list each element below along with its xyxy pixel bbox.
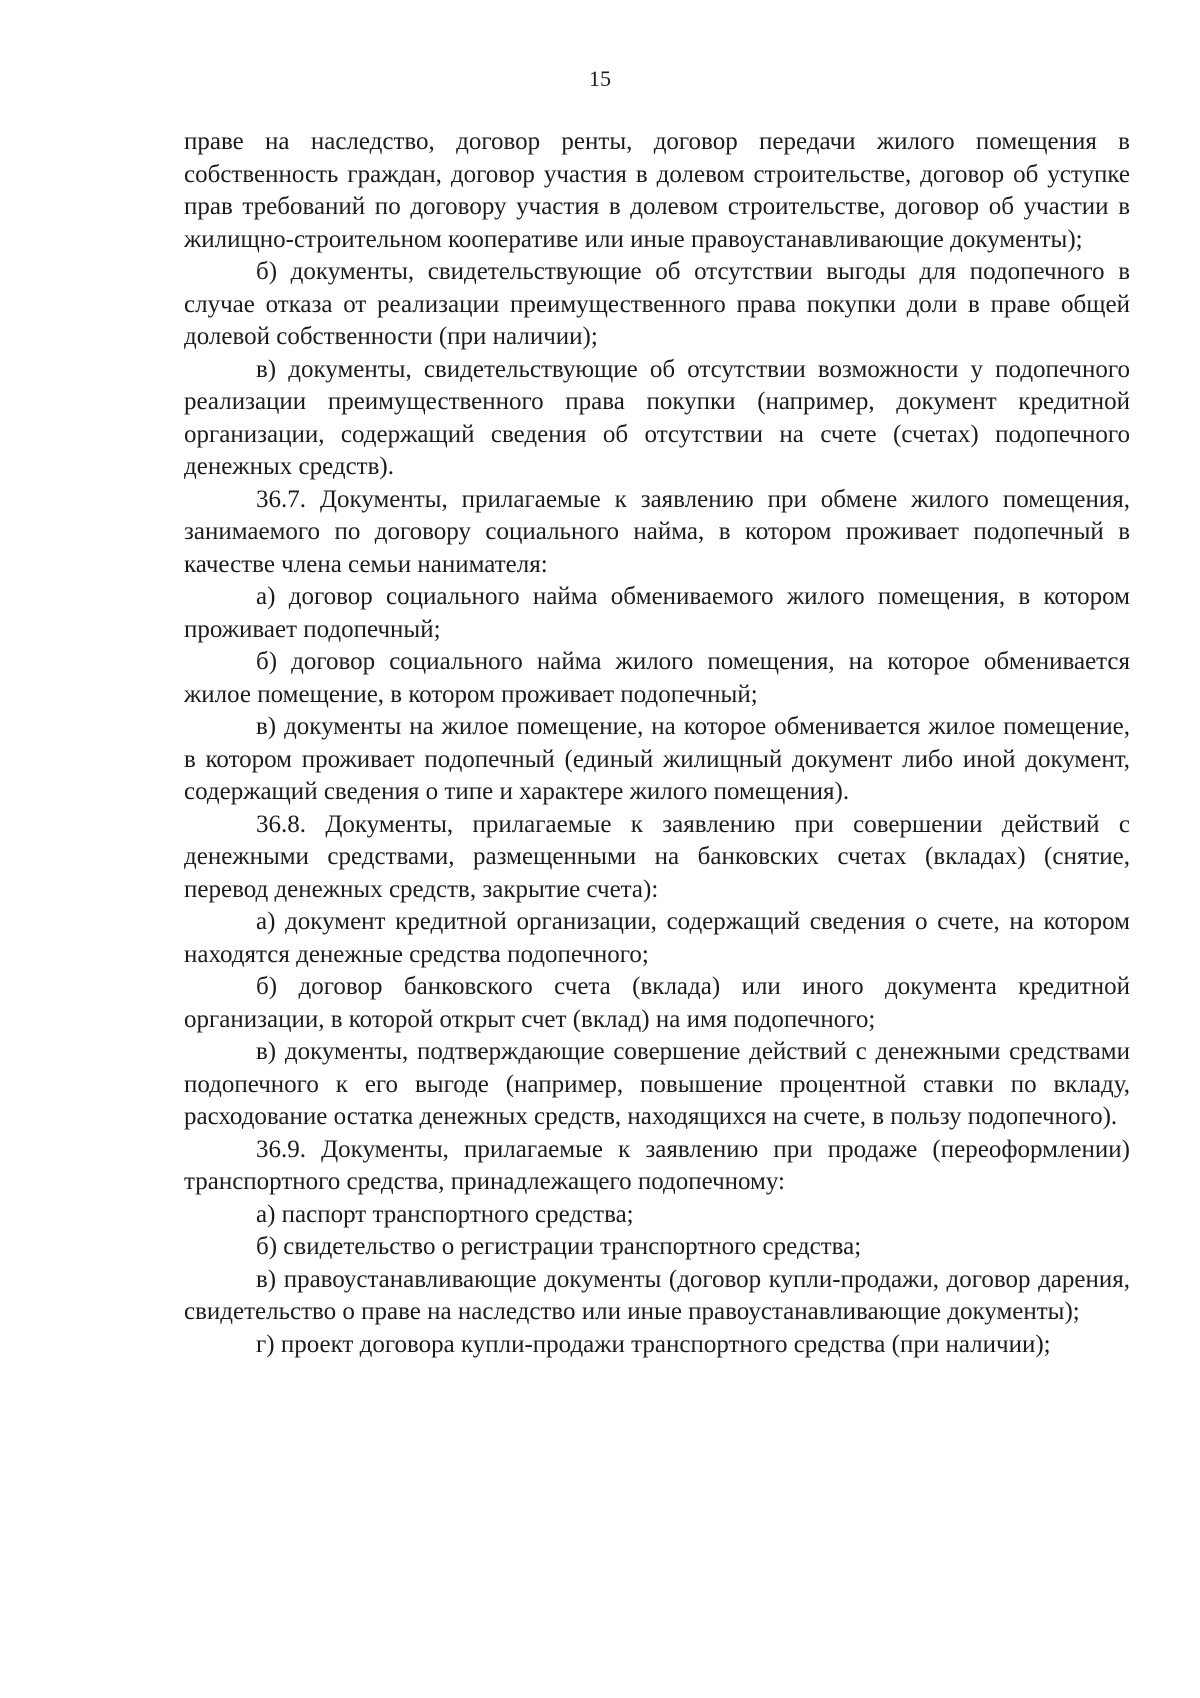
paragraph-continuation: праве на наследство, договор ренты, договор передачи жилого помещения в собственность граждан, договор участия в долевом строительстве, договор об уступке прав требований по договору участия в долевом строительстве, договор об участии в жилищно-строительном кооперативе или иные правоустанавливающие документы); (184, 128, 1130, 253)
paragraph-36-8: 36.8. Документы, прилагаемые к заявлению при совершении действий с денежными средствами, размещенными на банковских счетах (вкладах) (снятие, перевод денежных средств, закрытие счета): (184, 810, 1130, 903)
paragraph-36-8-b: б) договор банковского счета (вклада) или иного документа кредитной организации, в которой открыт счет (вклад) на имя подопечного; (184, 973, 1130, 1033)
paragraph-36-8-a: а) документ кредитной организации, содержащий сведения о счете, на котором находятся денежные средства подопечного; (184, 908, 1130, 968)
paragraph-item-v: в) документы, свидетельствующие об отсутствии возможности у подопечного реализации преимущественного права покупки (например, документ кредитной организации, содержащий сведения об отсутствии на счете (счетах) подопечного денежных средств). (184, 355, 1130, 480)
paragraph-36-7: 36.7. Документы, прилагаемые к заявлению при обмене жилого помещения, занимаемого по договору социального найма, в котором проживает подопечный в качестве члена семьи нанимателя: (184, 485, 1130, 578)
paragraph-36-9-v: в) правоустанавливающие документы (договор купли-продажи, договор дарения, свидетельство о праве на наследство или иные правоустанавливающие документы); (184, 1265, 1130, 1325)
paragraph-36-9-a: а) паспорт транспортного средства; (256, 1200, 634, 1228)
paragraph-36-7-a: а) договор социального найма обмениваемого жилого помещения, в котором проживает подопечный; (184, 583, 1130, 643)
document-body (184, 126, 1130, 1361)
paragraph-36-8-v: в) документы, подтверждающие совершение действий с денежными средствами подопечного к его выгоде (например, повышение процентной ставки по вкладу, расходование остатка денежных средств, находящихся на счете, в пользу подопечного). (184, 1038, 1130, 1130)
paragraph-36-9: 36.9. Документы, прилагаемые к заявлению при продаже (переоформлении) транспортного средства, принадлежащего подопечному: (184, 1135, 1130, 1195)
paragraph-36-7-b: б) договор социального найма жилого помещения, на которое обменивается жилое помещение, в котором проживает подопечный; (184, 648, 1130, 708)
paragraph-36-9-g: г) проект договора купли-продажи транспортного средства (при наличии); (256, 1330, 1051, 1358)
paragraph-36-7-v: в) документы на жилое помещение, на которое обменивается жилое помещение, в котором проживает подопечный (единый жилищный документ либо иной документ, содержащий сведения о типе и характере жилого помещения). (184, 713, 1130, 805)
paragraph-item-b: б) документы, свидетельствующие об отсутствии выгоды для подопечного в случае отказа от реализации преимущественного права покупки доли в праве общей долевой собственности (при наличии); (184, 258, 1130, 350)
page-number: 15 (589, 66, 611, 91)
paragraph-36-9-b: б) свидетельство о регистрации транспортного средства; (256, 1233, 862, 1260)
